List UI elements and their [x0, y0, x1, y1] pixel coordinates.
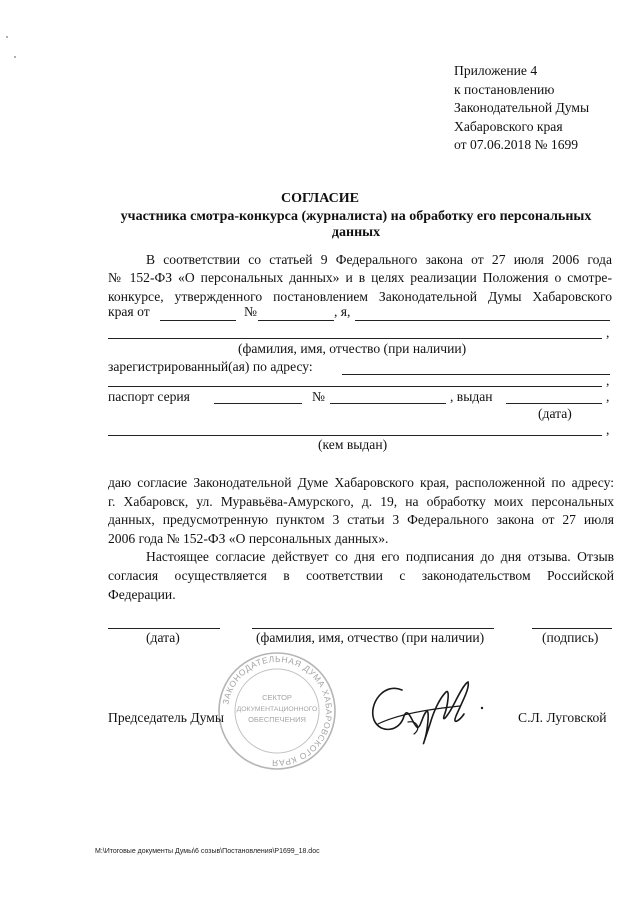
signature-caption: (подпись) — [542, 630, 599, 645]
consent-line: данных, предусмотренную пунктом 3 статьи 3 Федерального закона от 27 июля — [108, 512, 614, 528]
appendix-block — [454, 62, 589, 155]
document-subtitle — [96, 209, 616, 241]
issue-date-caption: (дата) — [538, 406, 572, 421]
signature-fio-field[interactable] — [252, 628, 494, 629]
intro-line: В соответствии со статьей 9 Федерального закона от 27 июля 2006 года — [146, 252, 612, 267]
signature-date-field[interactable] — [108, 628, 220, 629]
stamp-inner-text: ОБЕСПЕЧЕНИЯ — [248, 715, 306, 724]
fio-field[interactable] — [108, 338, 602, 339]
fio-caption: (фамилия, имя, отчество (при наличии) — [238, 341, 467, 356]
stamp-outer-text: ЗАКОНОДАТЕЛЬНАЯ ДУМА ХАБАРОВСКОГО КРАЯ — [220, 653, 335, 769]
date-field[interactable] — [160, 320, 236, 321]
intro-line-start: края от — [108, 304, 150, 319]
intro-paragraph — [108, 251, 612, 306]
handwritten-signature — [364, 676, 494, 752]
stamp-inner-text: ДОКУМЕНТАЦИОННОГО — [236, 706, 318, 713]
passport-label: паспорт серия — [108, 389, 190, 404]
official-stamp — [216, 650, 338, 772]
passport-series-field[interactable] — [214, 403, 302, 404]
consent-line: даю согласие Законодательной Думе Хабаровского края, расположенной по адресу: — [108, 475, 614, 490]
consent-line: 2006 года № 152-ФЗ «О персональных данных». — [108, 530, 389, 546]
consent-paragraph — [108, 474, 614, 604]
consent-line: согласия осуществляется в соответствии с законодательством Российской — [108, 567, 614, 583]
appendix-line: к постановлению — [454, 81, 555, 97]
file-path-footer: M:\Итоговые документы Думы\6 созыв\Постановления\P1699_18.doc — [95, 848, 320, 855]
decision-number-field[interactable] — [258, 320, 334, 321]
intro-line: конкурсе, утвержденного постановлением Законодательной Думы Хабаровского — [108, 288, 612, 304]
address-field[interactable] — [342, 374, 610, 375]
comma: , — [606, 325, 610, 340]
number-sign: № — [244, 304, 257, 319]
signature-fio-caption: (фамилия, имя, отчество (при наличии) — [256, 630, 485, 645]
passport-number-field[interactable] — [330, 403, 446, 404]
issued-label: , выдан — [450, 389, 493, 404]
appendix-line: Приложение 4 — [454, 63, 538, 78]
issued-by-caption: (кем выдан) — [318, 437, 388, 452]
consent-line: г. Хабаровск, ул. Муравьёва-Амурского, д. 19, на обработку моих персональных — [108, 493, 614, 509]
consent-line: Федерации. — [108, 586, 176, 602]
appendix-line: от 07.06.2018 № 1699 — [454, 137, 579, 152]
comma: , — [606, 373, 610, 388]
signature-field[interactable] — [532, 628, 612, 629]
signature-date-caption: (дата) — [146, 630, 180, 645]
comma: , — [606, 389, 610, 404]
chairman-label: Председатель Думы — [108, 710, 225, 725]
appendix-line: Законодательной Думы — [454, 100, 590, 115]
intro-line: № 152-ФЗ «О персональных данных» и в целях реализации Положения о смотре- — [108, 270, 612, 286]
subtitle-line: участника смотра-конкурса (журналиста) на обработку его персональных — [120, 209, 592, 224]
document-title: СОГЛАСИЕ — [281, 191, 359, 206]
subtitle-line: данных — [331, 225, 381, 240]
address-field-continued[interactable] — [108, 386, 602, 387]
appendix-line: Хабаровского края — [454, 118, 563, 134]
consent-line: Настоящее согласие действует со дня его подписания до дня отзыва. Отзыв — [146, 549, 614, 565]
passport-number-label: № — [312, 389, 325, 404]
comma: , — [606, 422, 610, 437]
scan-speck — [14, 56, 16, 58]
chairman-name: С.Л. Луговской — [518, 710, 607, 725]
stamp-inner-text: СЕКТОР — [262, 693, 292, 702]
registered-label: зарегистрированный(ая) по адресу: — [108, 359, 313, 374]
issued-by-field[interactable] — [108, 435, 602, 436]
intro-line-end: , я, — [334, 304, 351, 319]
issue-date-field[interactable] — [506, 403, 602, 404]
name-field-start[interactable] — [355, 320, 610, 321]
scan-speck — [6, 36, 8, 38]
